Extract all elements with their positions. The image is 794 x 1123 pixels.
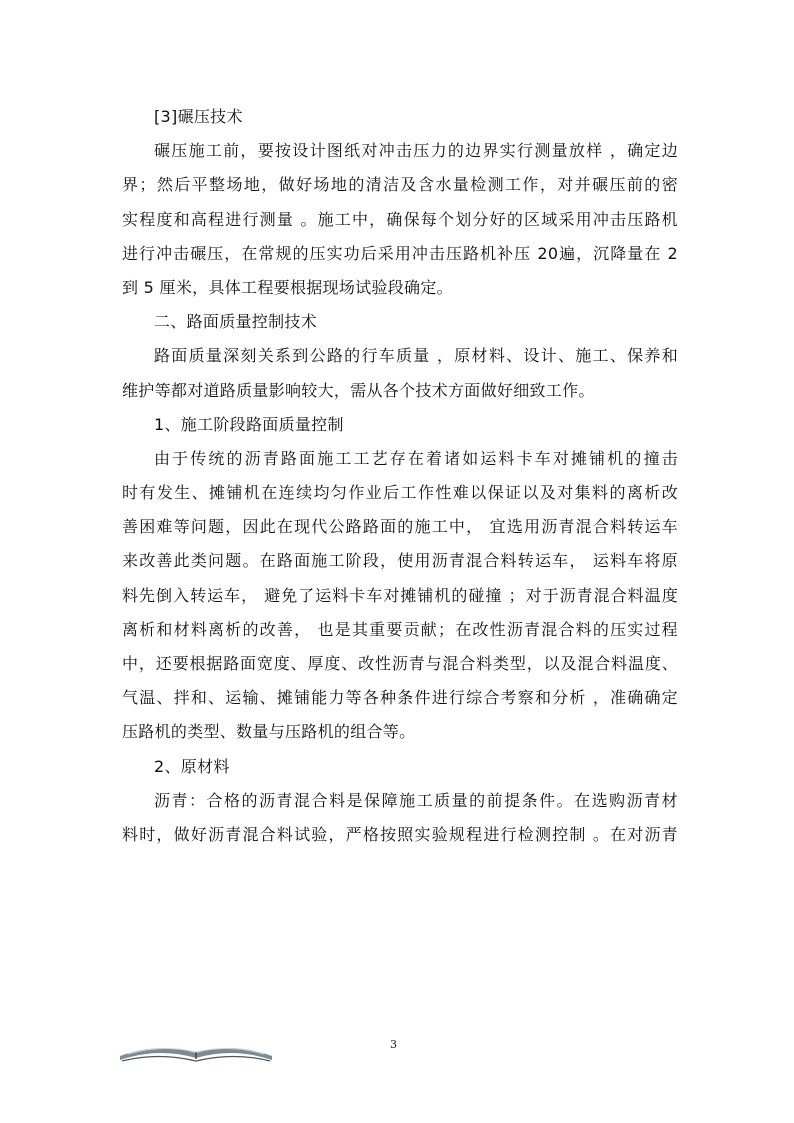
paragraph-line: 到 5 厘米，具体工程要根据现场试验段确定。 (122, 277, 453, 297)
paragraph-line: 来改善此类问题。在路面施工阶段，使用沥青混合料转运车， 运料车将原 (122, 551, 678, 571)
section-heading: 二、路面质量控制技术 (154, 312, 318, 332)
paragraph-line: 沥青：合格的沥青混合料是保障施工质量的前提条件。在选购沥青材 (154, 790, 678, 810)
paragraph-line: 实程度和高程进行测量 。施工中，确保每个划分好的区域采用冲击压路机 (122, 209, 678, 229)
paragraph-line: 料先倒入转运车， 避免了运料卡车对摊铺机的碰撞 ；对于沥青混合料温度 (122, 585, 678, 605)
subsection-heading: 2、原材料 (154, 756, 230, 776)
paragraph-line: 压路机的类型、数量与压路机的组合等。 (122, 722, 416, 742)
paragraph-line: 路面质量深刻关系到公路的行车质量 ，原材料、设计、施工、保养和 (154, 346, 678, 366)
paragraph-line: 时有发生、摊铺机在连续均匀作业后工作性难以保证以及对集料的离析改 (122, 483, 678, 503)
paragraph-line: 碾压施工前，要按设计图纸对冲击压力的边界实行测量放样 ，确定边 (154, 141, 678, 161)
paragraph-line: 料时，做好沥青混合料试验，严格按照实验规程进行检测控制 。在对沥青 (122, 824, 678, 844)
page-number: 3 (390, 1038, 397, 1051)
paragraph-line: 中，还要根据路面宽度、厚度、改性沥青与混合料类型，以及混合料温度、 (122, 654, 678, 673)
paragraph-line: 由于传统的沥青路面施工工艺存在着诸如运料卡车对摊铺机的撞击 (154, 448, 678, 468)
open-book-icon (118, 1040, 274, 1064)
paragraph-line: 善困难等问题，因此在现代公路路面的施工中， 宜选用沥青混合料转运车 (122, 517, 678, 537)
paragraph-line: 进行冲击碾压，在常规的压实功后采用冲击压路机补压 20遍，沉降量在 2 (122, 243, 678, 263)
paragraph-line: 气温、拌和、运输、摊铺能力等各种条件进行综合考察和分析 ，准确确定 (122, 688, 678, 708)
section-heading: [3]碾压技术 (154, 107, 243, 126)
paragraph-line: 界；然后平整场地，做好场地的清洁及含水量检测工作，对并碾压前的密 (122, 175, 678, 195)
paragraph-line: 维护等都对道路质量影响较大，需从各个技术方面做好细致工作。 (122, 380, 595, 400)
paragraph-line: 离析和材料离析的改善， 也是其重要贡献；在改性沥青混合料的压实过程 (122, 619, 678, 639)
subsection-heading: 1、施工阶段路面质量控制 (154, 414, 344, 434)
body-text (122, 100, 678, 852)
